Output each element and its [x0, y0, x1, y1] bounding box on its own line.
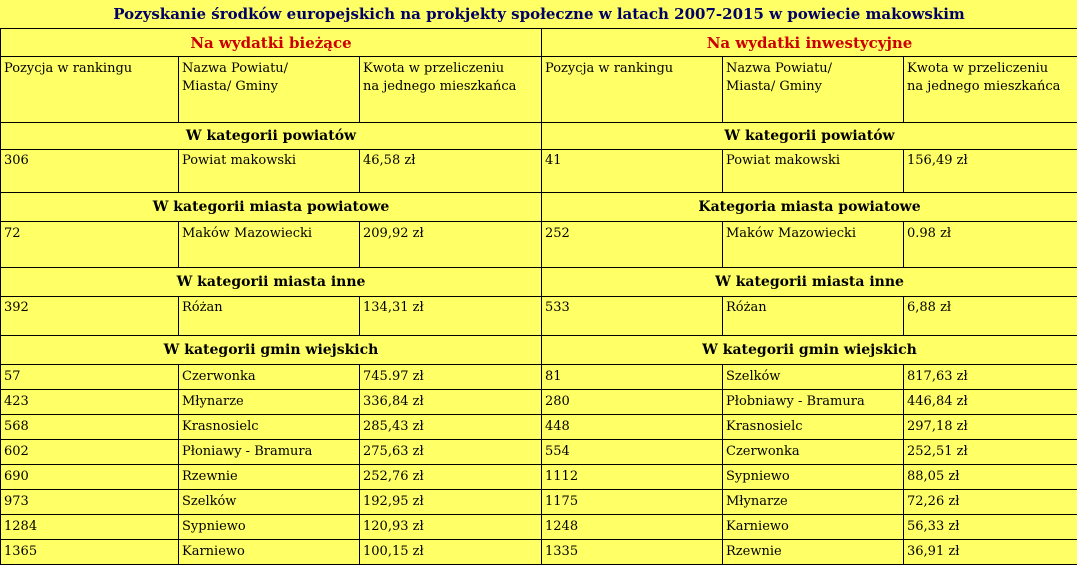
left-rank-cell: 568 — [1, 415, 179, 440]
left-amount-cell: 209,92 zł — [360, 222, 542, 268]
left-amount-cell: 134,31 zł — [360, 297, 542, 336]
investment-expenses-heading: Na wydatki inwestycyjne — [542, 29, 1077, 57]
right-rank-cell: 1248 — [542, 515, 723, 540]
left-header-rank: Pozycja w rankingu — [1, 57, 179, 123]
left-amount-cell: 252,76 zł — [360, 465, 542, 490]
right-amount-cell: 252,51 zł — [904, 440, 1077, 465]
left-header-amount: Kwota w przeliczeniu na jednego mieszkańca — [360, 57, 542, 123]
table-row — [1, 365, 1077, 390]
right-rank-cell: 41 — [542, 150, 723, 193]
left-amount-cell: 285,43 zł — [360, 415, 542, 440]
right-amount-cell: 72,26 zł — [904, 490, 1077, 515]
table-row — [1, 515, 1077, 540]
left-category-miasta-inne: W kategorii miasta inne — [1, 268, 542, 297]
left-amount-cell: 336,84 zł — [360, 390, 542, 415]
right-name-cell: Karniewo — [723, 515, 904, 540]
right-header-amount: Kwota w przeliczeniu na jednego mieszkańca — [904, 57, 1077, 123]
category-row-miasta-inne — [1, 268, 1077, 297]
left-rank-cell: 392 — [1, 297, 179, 336]
right-name-cell: Płobniawy - Bramura — [723, 390, 904, 415]
left-category-powiaty: W kategorii powiatów — [1, 123, 542, 150]
left-rank-cell: 57 — [1, 365, 179, 390]
left-rank-cell: 1365 — [1, 540, 179, 565]
right-amount-cell: 6,88 zł — [904, 297, 1077, 336]
left-amount-cell: 192,95 zł — [360, 490, 542, 515]
right-amount-cell: 0.98 zł — [904, 222, 1077, 268]
category-row-gminy — [1, 336, 1077, 365]
right-header-name: Nazwa Powiatu/ Miasta/ Gminy — [723, 57, 904, 123]
right-name-cell: Rzewnie — [723, 540, 904, 565]
left-rank-cell: 602 — [1, 440, 179, 465]
page-title: Pozyskanie środków europejskich na prokjekty społeczne w latach 2007-2015 w powiecie makowskim — [113, 5, 965, 23]
left-amount-cell: 100,15 zł — [360, 540, 542, 565]
left-name-cell: Płoniawy - Bramura — [179, 440, 360, 465]
gminy-rows — [1, 365, 1077, 565]
left-name-cell: Powiat makowski — [179, 150, 360, 193]
right-name-cell: Powiat makowski — [723, 150, 904, 193]
right-rank-cell: 1335 — [542, 540, 723, 565]
left-rank-cell: 72 — [1, 222, 179, 268]
section-heading-row — [1, 29, 1077, 57]
left-name-cell: Młynarze — [179, 390, 360, 415]
left-amount-cell: 46,58 zł — [360, 150, 542, 193]
left-rank-cell: 1284 — [1, 515, 179, 540]
right-header-rank: Pozycja w rankingu — [542, 57, 723, 123]
right-name-cell: Sypniewo — [723, 465, 904, 490]
right-rank-cell: 448 — [542, 415, 723, 440]
right-category-powiaty: W kategorii powiatów — [542, 123, 1077, 150]
right-name-cell: Młynarze — [723, 490, 904, 515]
table-row — [1, 540, 1077, 565]
right-rank-cell: 280 — [542, 390, 723, 415]
table-row — [1, 150, 1077, 193]
left-rank-cell: 306 — [1, 150, 179, 193]
right-name-cell: Maków Mazowiecki — [723, 222, 904, 268]
left-name-cell: Rzewnie — [179, 465, 360, 490]
left-rank-cell: 690 — [1, 465, 179, 490]
right-name-cell: Szelków — [723, 365, 904, 390]
left-name-cell: Czerwonka — [179, 365, 360, 390]
left-name-cell: Maków Mazowiecki — [179, 222, 360, 268]
left-name-cell: Sypniewo — [179, 515, 360, 540]
left-category-miasta-powiatowe: W kategorii miasta powiatowe — [1, 193, 542, 222]
table-row — [1, 465, 1077, 490]
right-rank-cell: 252 — [542, 222, 723, 268]
right-category-gminy: W kategorii gmin wiejskich — [542, 336, 1077, 365]
right-rank-cell: 533 — [542, 297, 723, 336]
left-rank-cell: 973 — [1, 490, 179, 515]
category-row-miasta-powiatowe — [1, 193, 1077, 222]
right-category-miasta-inne: W kategorii miasta inne — [542, 268, 1077, 297]
left-name-cell: Krasnosielc — [179, 415, 360, 440]
right-amount-cell: 446,84 zł — [904, 390, 1077, 415]
right-rank-cell: 1175 — [542, 490, 723, 515]
left-category-gminy: W kategorii gmin wiejskich — [1, 336, 542, 365]
left-amount-cell: 745.97 zł — [360, 365, 542, 390]
right-amount-cell: 817,63 zł — [904, 365, 1077, 390]
left-name-cell: Szelków — [179, 490, 360, 515]
left-amount-cell: 120,93 zł — [360, 515, 542, 540]
table-row — [1, 440, 1077, 465]
right-amount-cell: 156,49 zł — [904, 150, 1077, 193]
column-header-row — [1, 57, 1077, 123]
left-name-cell: Karniewo — [179, 540, 360, 565]
right-amount-cell: 88,05 zł — [904, 465, 1077, 490]
right-name-cell: Czerwonka — [723, 440, 904, 465]
right-rank-cell: 554 — [542, 440, 723, 465]
right-amount-cell: 36,91 zł — [904, 540, 1077, 565]
left-header-name: Nazwa Powiatu/ Miasta/ Gminy — [179, 57, 360, 123]
category-row-powiaty — [1, 123, 1077, 150]
table-row — [1, 390, 1077, 415]
left-name-cell: Różan — [179, 297, 360, 336]
right-name-cell: Różan — [723, 297, 904, 336]
right-amount-cell: 297,18 zł — [904, 415, 1077, 440]
right-name-cell: Krasnosielc — [723, 415, 904, 440]
table-row — [1, 297, 1077, 336]
right-rank-cell: 81 — [542, 365, 723, 390]
left-rank-cell: 423 — [1, 390, 179, 415]
table-row — [1, 415, 1077, 440]
table-row — [1, 490, 1077, 515]
table-row — [1, 222, 1077, 268]
right-amount-cell: 56,33 zł — [904, 515, 1077, 540]
title-row — [1, 0, 1077, 29]
left-amount-cell: 275,63 zł — [360, 440, 542, 465]
right-rank-cell: 1112 — [542, 465, 723, 490]
current-expenses-heading: Na wydatki bieżące — [1, 29, 542, 57]
right-category-miasta-powiatowe: Kategoria miasta powiatowe — [542, 193, 1077, 222]
